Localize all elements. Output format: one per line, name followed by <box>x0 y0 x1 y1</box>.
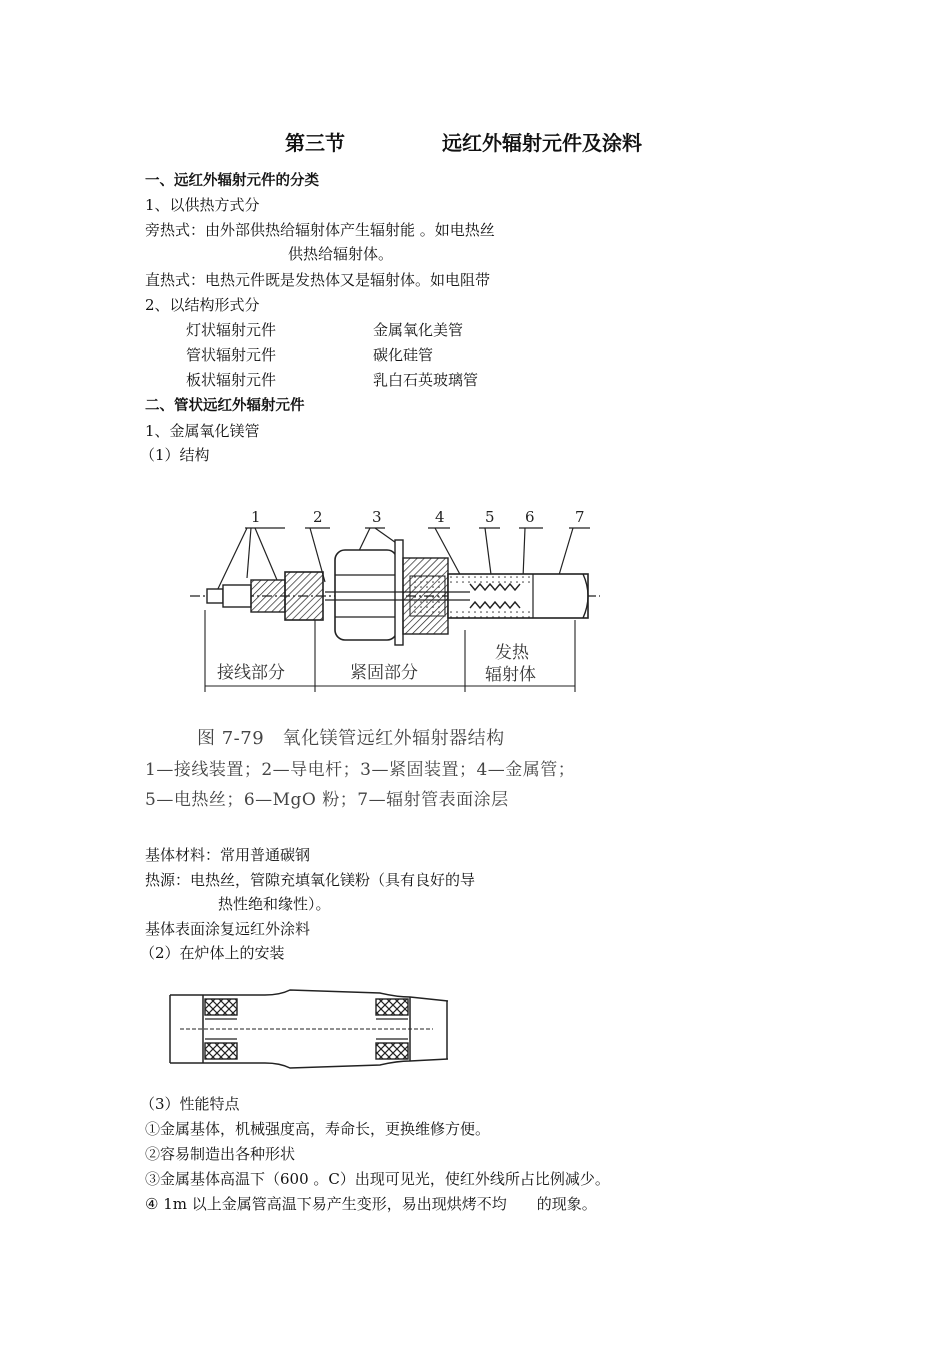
direct-heat: 直热式：电热元件既是发热体又是辐射体。如电阻带 <box>145 271 491 289</box>
heat-source-line1: 热源：电热丝，管隙充填氧化镁粉（具有良好的导 <box>145 871 476 889</box>
zone-heat-1: 发热 <box>495 643 529 663</box>
struct-example: 金属氧化美管 <box>373 321 464 339</box>
heat-source-line2: 热性绝和缘性）。 <box>218 895 331 913</box>
struct-row <box>186 345 276 365</box>
performance-label: （3）性能特点 <box>140 1095 240 1113</box>
struct-type: 管状辐射元件 <box>186 346 277 364</box>
perf-item: ①金属基体，机械强度高，寿命长，更换维修方便。 <box>145 1120 491 1138</box>
mgo-tube-structure-diagram <box>185 500 605 700</box>
label-2: 2 <box>313 508 323 526</box>
struct-example: 碳化硅管 <box>373 346 434 364</box>
figure-legend-1: 1—接线装置；2—导电杆；3—紧固装置；4—金属管； <box>145 760 576 780</box>
struct-row <box>186 320 276 340</box>
label-3: 3 <box>372 508 382 526</box>
label-7: 7 <box>575 508 585 526</box>
struct-example: 乳白石英玻璃管 <box>373 371 479 389</box>
figure-caption: 图 7-79 氧化镁管远红外辐射器结构 <box>197 728 505 749</box>
zone-wiring: 接线部分 <box>217 663 285 683</box>
label-6: 6 <box>525 508 535 526</box>
struct-type: 灯状辐射元件 <box>186 321 277 339</box>
zone-fixing: 紧固部分 <box>350 663 418 683</box>
coating: 基体表面涂复远红外涂料 <box>145 920 311 938</box>
section-label: 第三节 <box>285 131 345 155</box>
mgo-tube: 1、金属氧化镁管 <box>145 422 260 440</box>
by-heat-supply: 1、以供热方式分 <box>145 196 260 214</box>
struct-type: 板状辐射元件 <box>186 371 277 389</box>
struct-row <box>186 370 276 390</box>
perf-item: ④ 1m 以上金属管高温下易产生变形，易出现烘烤不均 的现象。 <box>145 1195 597 1213</box>
side-heat-line2: 供热给辐射体。 <box>288 245 394 263</box>
perf-item: ②容易制造出各种形状 <box>145 1145 296 1163</box>
heading-classification: 一、远红外辐射元件的分类 <box>145 173 319 189</box>
install-label: （2）在炉体上的安装 <box>140 944 285 962</box>
structure-label: （1）结构 <box>140 446 210 464</box>
label-4: 4 <box>435 508 445 526</box>
zone-heat-2: 辐射体 <box>485 665 536 685</box>
by-structure: 2、以结构形式分 <box>145 296 260 314</box>
side-heat-line1: 旁热式：由外部供热给辐射体产生辐射能 。如电热丝 <box>145 221 495 239</box>
label-5: 5 <box>485 508 495 526</box>
perf-item: ③金属基体高温下（600 。C）出现可见光，使红外线所占比例减少。 <box>145 1170 610 1188</box>
heading-tubular: 二、管状远红外辐射元件 <box>145 398 305 414</box>
furnace-installation-diagram <box>165 985 455 1070</box>
section-title: 远红外辐射元件及涂料 <box>442 131 642 155</box>
label-1: 1 <box>251 508 261 526</box>
base-material: 基体材料：常用普通碳钢 <box>145 846 311 864</box>
figure-legend-2: 5—电热丝；6—MgO 粉；7—辐射管表面涂层 <box>145 790 509 810</box>
